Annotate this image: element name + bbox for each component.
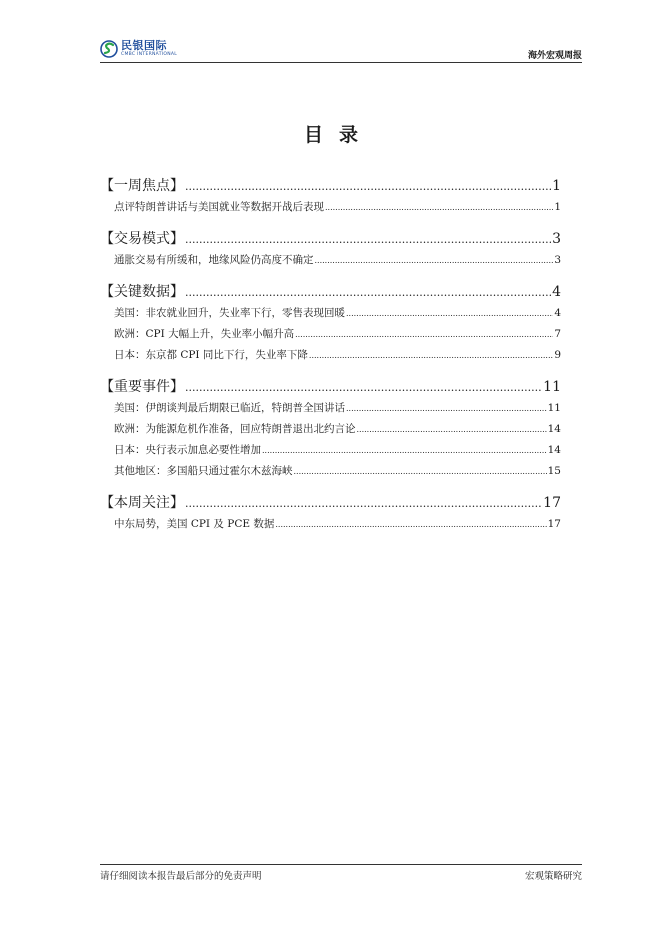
- toc-section-entry[interactable]: [100, 175, 561, 197]
- company-logo: [100, 40, 177, 58]
- toc-entry-label: 通胀交易有所缓和，地缘风险仍高度不确定: [114, 254, 314, 266]
- toc-entry-label: 点评特朗普讲话与美国就业等数据开战后表现: [114, 201, 324, 213]
- logo-mark-icon: [100, 40, 118, 58]
- footer-disclaimer: 请仔细阅读本报告最后部分的免责声明: [100, 871, 262, 882]
- toc-entry-page-number: 17: [547, 518, 561, 530]
- toc-leader-dots: [262, 440, 547, 461]
- toc-subsection-entry[interactable]: [100, 514, 561, 535]
- toc-section-entry[interactable]: [100, 376, 561, 398]
- toc-title: 目录: [303, 124, 374, 146]
- toc-entry-page-number: 4: [552, 284, 561, 300]
- toc-subsection-entry[interactable]: [100, 197, 561, 218]
- toc-entry-label: 【一周焦点】: [100, 178, 184, 194]
- toc-leader-dots: [346, 398, 547, 419]
- toc-entry-page-number: 9: [554, 349, 561, 361]
- table-of-contents: [100, 171, 561, 535]
- toc-subsection-entry[interactable]: [100, 440, 561, 461]
- toc-entry-label: 【交易模式】: [100, 231, 184, 247]
- toc-entry-label: 美国：伊朗谈判最后期限已临近，特朗普全国讲话: [114, 402, 345, 414]
- toc-entry-page-number: 1: [554, 201, 561, 213]
- toc-entry-page-number: 4: [554, 307, 561, 319]
- toc-entry-label: 欧洲：为能源危机作准备，回应特朗普退出北约言论: [114, 423, 356, 435]
- toc-leader-dots: [295, 324, 553, 345]
- toc-entry-page-number: 14: [547, 423, 561, 435]
- toc-leader-dots: [185, 229, 551, 251]
- toc-subsection-entry[interactable]: [100, 419, 561, 440]
- footer-divider: [100, 864, 582, 865]
- toc-leader-dots: [357, 419, 547, 440]
- page-header: [100, 40, 582, 62]
- toc-leader-dots: [185, 493, 542, 515]
- toc-leader-dots: [294, 461, 547, 482]
- toc-entry-page-number: 7: [554, 328, 561, 340]
- toc-leader-dots: [185, 377, 542, 399]
- logo-english-name: CMBC INTERNATIONAL: [121, 52, 178, 57]
- toc-entry-page-number: 1: [552, 178, 561, 194]
- toc-leader-dots: [185, 282, 551, 304]
- toc-leader-dots: [325, 197, 553, 218]
- toc-leader-dots: [346, 303, 553, 324]
- toc-entry-label: 【重要事件】: [100, 379, 184, 395]
- toc-entry-page-number: 17: [543, 495, 561, 511]
- toc-entry-label: 美国：非农就业回升，失业率下行，零售表现回暖: [114, 307, 345, 319]
- toc-leader-dots: [315, 250, 554, 271]
- toc-entry-page-number: 3: [552, 231, 561, 247]
- toc-leader-dots: [309, 345, 553, 366]
- toc-subsection-entry[interactable]: [100, 345, 561, 366]
- toc-entry-page-number: 15: [547, 465, 561, 477]
- toc-subsection-entry[interactable]: [100, 324, 561, 345]
- toc-leader-dots: [275, 514, 546, 535]
- footer-department: 宏观策略研究: [524, 871, 582, 882]
- toc-entry-page-number: 14: [547, 444, 561, 456]
- toc-entry-label: 日本：东京都 CPI 同比下行，失业率下降: [114, 349, 308, 361]
- toc-entry-label: 中东局势，美国 CPI 及 PCE 数据: [114, 518, 275, 530]
- toc-entry-label: 【本周关注】: [100, 495, 184, 511]
- toc-subsection-entry[interactable]: [100, 303, 561, 324]
- toc-leader-dots: [185, 176, 551, 198]
- toc-entry-label: 日本：央行表示加息必要性增加: [114, 444, 261, 456]
- toc-section-entry[interactable]: [100, 281, 561, 303]
- toc-subsection-entry[interactable]: [100, 250, 561, 271]
- toc-entry-page-number: 11: [543, 379, 561, 395]
- toc-entry-page-number: 11: [547, 402, 561, 414]
- toc-entry-label: 其他地区：多国船只通过霍尔木兹海峡: [114, 465, 293, 477]
- toc-section-entry[interactable]: [100, 228, 561, 250]
- toc-entry-label: 欧洲：CPI 大幅上升，失业率小幅升高: [114, 328, 295, 340]
- report-name: 海外宏观周报: [527, 51, 582, 61]
- toc-subsection-entry[interactable]: [100, 461, 561, 482]
- toc-section-entry[interactable]: [100, 492, 561, 514]
- toc-entry-label: 【关键数据】: [100, 284, 184, 300]
- header-divider: [100, 62, 582, 63]
- toc-entry-page-number: 3: [554, 254, 561, 266]
- logo-chinese-name: 民银国际: [121, 39, 167, 52]
- toc-subsection-entry[interactable]: [100, 398, 561, 419]
